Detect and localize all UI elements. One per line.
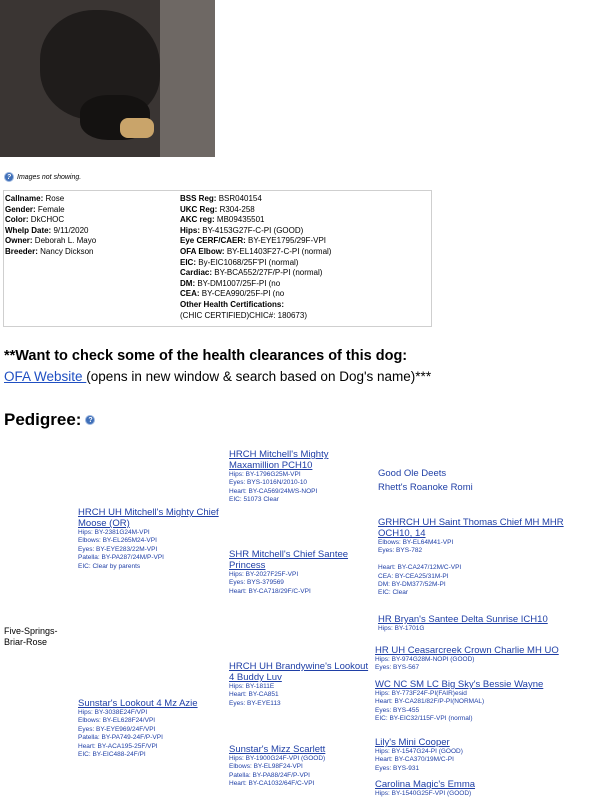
- clearance-line: Hips: BY-1900G24F-VPI (GOOD): [229, 755, 326, 762]
- pedigree-ggp-3: [378, 517, 593, 598]
- info-row: [5, 247, 96, 258]
- clearance-line: Heart: BY-CA718/29F/C-VPI: [229, 587, 311, 595]
- clearance-list: [229, 471, 369, 505]
- info-row: [180, 311, 331, 322]
- info-value: MB09435501: [216, 215, 265, 225]
- info-value: BY-CEA990/25F-PI (no: [201, 289, 285, 299]
- info-row: [5, 194, 96, 205]
- info-label: Cardiac:: [180, 268, 213, 278]
- clearance-list: [378, 539, 593, 598]
- info-row: [180, 258, 331, 269]
- pedigree-title: [4, 410, 95, 430]
- info-value: BY-EL1403F27-C-PI (normal): [226, 246, 332, 256]
- clearance-line: Hips: BY-773F24F-PI(FAIR)esid: [375, 690, 467, 697]
- help-icon[interactable]: ?: [4, 172, 14, 182]
- dog-photo: [0, 0, 215, 157]
- pedigree-dam: [78, 698, 223, 759]
- info-row: [5, 226, 96, 237]
- info-label: Gender:: [5, 204, 36, 214]
- pedigree-ggp-5: [375, 645, 593, 673]
- clearance-line: Patella: BY-PA88/24F/P-VPI: [229, 771, 310, 779]
- info-label: Other Health Certifications:: [180, 299, 285, 309]
- info-label: Breeder:: [5, 246, 38, 256]
- pedigree-root-dog: [4, 626, 58, 648]
- info-row: [180, 205, 331, 216]
- clearance-line: Eyes: BYS-782: [378, 547, 423, 555]
- pedigree-title-text: Pedigree:: [4, 410, 82, 429]
- help-icon[interactable]: ?: [85, 415, 95, 425]
- dog-name-link[interactable]: HR UH Ceasarcreek Crown Charlie MH UO: [375, 645, 559, 656]
- clearance-list: [229, 571, 369, 596]
- clearance-line: Eyes: BYS-455: [375, 706, 420, 714]
- clearance-line: Eyes: BY-EYE113: [229, 699, 281, 707]
- clearance-line: Elbows: BY-EL64M41-VPI: [378, 539, 454, 546]
- dog-name-link[interactable]: GRHRCH UH Saint Thomas Chief MH MHR OCH10, 14: [378, 517, 564, 539]
- clearance-list: [229, 755, 369, 789]
- info-left-column: [5, 194, 96, 258]
- clearance-heading: **Want to check some of the health clearances of this dog:: [4, 348, 408, 364]
- info-label: CEA:: [180, 289, 200, 299]
- clearance-line: Hips: BY-1547G24-PI (GOOD): [375, 748, 463, 755]
- clearance-list: [375, 748, 593, 773]
- info-value: BY-DM1007/25F-PI (no: [197, 278, 281, 288]
- dog-name-link[interactable]: HRCH UH Brandywine's Lookout 4 Buddy Luv: [229, 661, 369, 683]
- info-label: BSS Reg:: [180, 194, 217, 203]
- clearance-line: Heart: BY-CA851: [229, 691, 279, 699]
- info-value: Nancy Dickson: [40, 246, 94, 256]
- pedigree-ggp-1: [378, 468, 593, 479]
- clearance-line: Elbows: BY-EL265M24-VPI: [78, 537, 157, 545]
- info-row: [180, 247, 331, 258]
- pedigree-ggp-8: [375, 779, 593, 798]
- info-label: Whelp Date:: [5, 225, 52, 235]
- pedigree-grandsire-2: [229, 661, 369, 708]
- info-label: Color:: [5, 215, 29, 225]
- clearance-line: Patella: BY-PA287/24M/P-VPI: [78, 554, 164, 562]
- pedigree-ggp-6: [375, 679, 593, 724]
- dog-name-link[interactable]: Rhett's Roanoke Romi: [378, 482, 473, 493]
- root-dog-line: Five-Springs-: [4, 626, 58, 636]
- pedigree-ggp-4: [378, 614, 593, 633]
- info-right-column: [180, 194, 331, 321]
- info-value: By-EIC1068/25F'PI (normal): [198, 257, 299, 267]
- ofa-suffix: (opens in new window & search based on Dog's name)***: [86, 369, 432, 384]
- clearance-list: [375, 690, 593, 724]
- info-row: [5, 205, 96, 216]
- clearance-line: Hips: BY-974G28M-NOPI (GOOD): [375, 656, 475, 663]
- clearance-line: Heart: BY-CA569/24M/S-NOPI: [229, 487, 318, 495]
- info-label: Eye CERF/CAER:: [180, 236, 246, 246]
- info-row: [180, 236, 331, 247]
- info-label: UKC Reg:: [180, 204, 218, 214]
- clearance-line: Patella: BY-PA749-24F/P-VPI: [78, 734, 163, 742]
- pedigree-ggp-2: [378, 482, 593, 493]
- info-label: Hips:: [180, 225, 200, 235]
- pedigree-granddam-2: [229, 744, 369, 789]
- clearance-list: [375, 656, 593, 673]
- info-row: [180, 268, 331, 279]
- info-label: AKC reg:: [180, 215, 215, 225]
- pedigree-granddam-1: [229, 549, 369, 596]
- info-row: [180, 194, 331, 205]
- clearance-line: Eyes: BYS-1016N/2010-10: [229, 479, 308, 487]
- info-value: BY-4153G27F-C-PI (GOOD): [202, 225, 304, 235]
- clearance-line: EIC: BY-EIC488-24F/PI: [78, 751, 146, 759]
- dog-name-link[interactable]: SHR Mitchell's Chief Santee Princess: [229, 549, 349, 571]
- info-row: [180, 215, 331, 226]
- clearance-line: EIC: Clear: [378, 589, 408, 597]
- info-value: Female: [37, 204, 65, 214]
- clearance-line: Hips: BY-2381G24M-VPI: [78, 529, 150, 536]
- clearance-line: Hips: BY-1540G25F-VPI (GOOD): [375, 790, 472, 797]
- clearance-line: Eyes: BY-EYE283/22M-VPI: [78, 545, 158, 553]
- clearance-line: CEA: BY-CEA25/31M-PI: [378, 572, 449, 580]
- clearance-line: Heart: BY-ACA195-25F/VPI: [78, 742, 158, 750]
- clearance-list: [378, 625, 593, 633]
- info-value: (CHIC CERTIFIED)CHIC#: 180673): [180, 310, 307, 320]
- root-dog-line: Briar-Rose: [4, 637, 48, 647]
- clearance-line: Eyes: BY-EYE969/24F/VPI: [78, 725, 156, 733]
- info-row: [180, 279, 331, 290]
- pedigree-sire: [78, 507, 223, 571]
- info-value: DkCHOC: [30, 215, 65, 225]
- ofa-website-link[interactable]: OFA Website: [4, 369, 87, 384]
- clearance-line: Heart: BY-CA247/12M/C-VPI: [378, 564, 462, 572]
- dog-name-link[interactable]: HRCH UH Mitchell's Mighty Chief Moose (OR): [78, 507, 219, 529]
- dog-name-link[interactable]: Carolina Magic's Emma: [375, 779, 476, 790]
- dog-name-link[interactable]: Good Ole Deets: [378, 468, 447, 479]
- clearance-line: Eyes: BYS-931: [375, 764, 420, 772]
- clearance-line: DM: BY-DM377/52M-PI: [378, 581, 446, 589]
- clearance-line: Eyes: BYS-567: [375, 664, 420, 672]
- clearance-line: Hips: BY-1811E: [229, 683, 275, 690]
- clearance-line: Elbows: BY-EL98F24-VPI: [229, 763, 303, 771]
- images-not-showing-notice[interactable]: [4, 172, 81, 182]
- clearance-list: [78, 529, 223, 571]
- dog-name-link[interactable]: Sunstar's Mizz Scarlett: [229, 744, 326, 755]
- clearance-list: [375, 790, 593, 798]
- info-value: R304-258: [219, 204, 255, 214]
- info-label: Callname:: [5, 194, 44, 203]
- clearance-line: Hips: BY-1701G: [378, 625, 425, 632]
- info-value: BY-EYE1795/29F-VPI: [248, 236, 327, 246]
- clearance-line: EIC: BY-EIC32/115F-VPI (normal): [375, 715, 473, 723]
- clearance-line: [378, 556, 593, 564]
- dog-name-link[interactable]: Sunstar's Lookout 4 Mz Azie: [78, 698, 198, 709]
- info-label: OFA Elbow:: [180, 246, 225, 256]
- info-value: BY-BCA552/27F/P-PI (normal): [214, 268, 323, 278]
- info-row: [5, 236, 96, 247]
- clearance-line: Eyes: BYS-379569: [229, 579, 284, 587]
- ofa-line: [4, 369, 431, 384]
- pedigree-ggp-7: [375, 737, 593, 773]
- clearance-line: Heart: BY-CA281/82F/P-PI(NORMAL): [375, 698, 485, 706]
- info-label: Owner:: [5, 236, 33, 246]
- clearance-line: EIC: Clear by parents: [78, 562, 141, 570]
- dog-name-link[interactable]: HR Bryan's Santee Delta Sunrise ICH10: [378, 614, 548, 625]
- info-value: 9/11/2020: [53, 225, 89, 235]
- info-value: BSR040154: [218, 194, 262, 203]
- info-value: Deborah L. Mayo: [34, 236, 97, 246]
- clearance-line: Elbows: BY-EL628F24/VPI: [78, 717, 156, 725]
- info-row: [180, 289, 331, 300]
- info-value: Rose: [45, 194, 65, 203]
- info-row: [180, 300, 331, 311]
- clearance-line: Hips: BY-2027F25F-VPI: [229, 571, 299, 578]
- dog-name-link[interactable]: Lily's Mini Cooper: [375, 737, 450, 748]
- info-label: EIC:: [180, 257, 196, 267]
- clearance-line: Hips: BY-3038E24F/VPI: [78, 709, 148, 716]
- dog-name-link[interactable]: HRCH Mitchell's Mighty Maxamillion PCH10: [229, 449, 329, 471]
- info-row: [5, 215, 96, 226]
- info-row: [180, 226, 331, 237]
- clearance-line: Heart: BY-CA370/19M/C-PI: [375, 756, 454, 764]
- pedigree-grandsire-1: [229, 449, 369, 505]
- clearance-list: [78, 709, 223, 759]
- clearance-line: Heart: BY-CA1032/64F/C-VPI: [229, 780, 315, 788]
- images-note-text: Images not showing.: [17, 173, 82, 181]
- clearance-list: [229, 683, 369, 708]
- clearance-line: EIC: 51073 Clear: [229, 496, 279, 504]
- clearance-line: Hips: BY-1796G25M-VPI: [229, 471, 301, 478]
- info-label: DM:: [180, 278, 196, 288]
- dog-name-link[interactable]: WC NC SM LC Big Sky's Bessie Wayne: [375, 679, 544, 690]
